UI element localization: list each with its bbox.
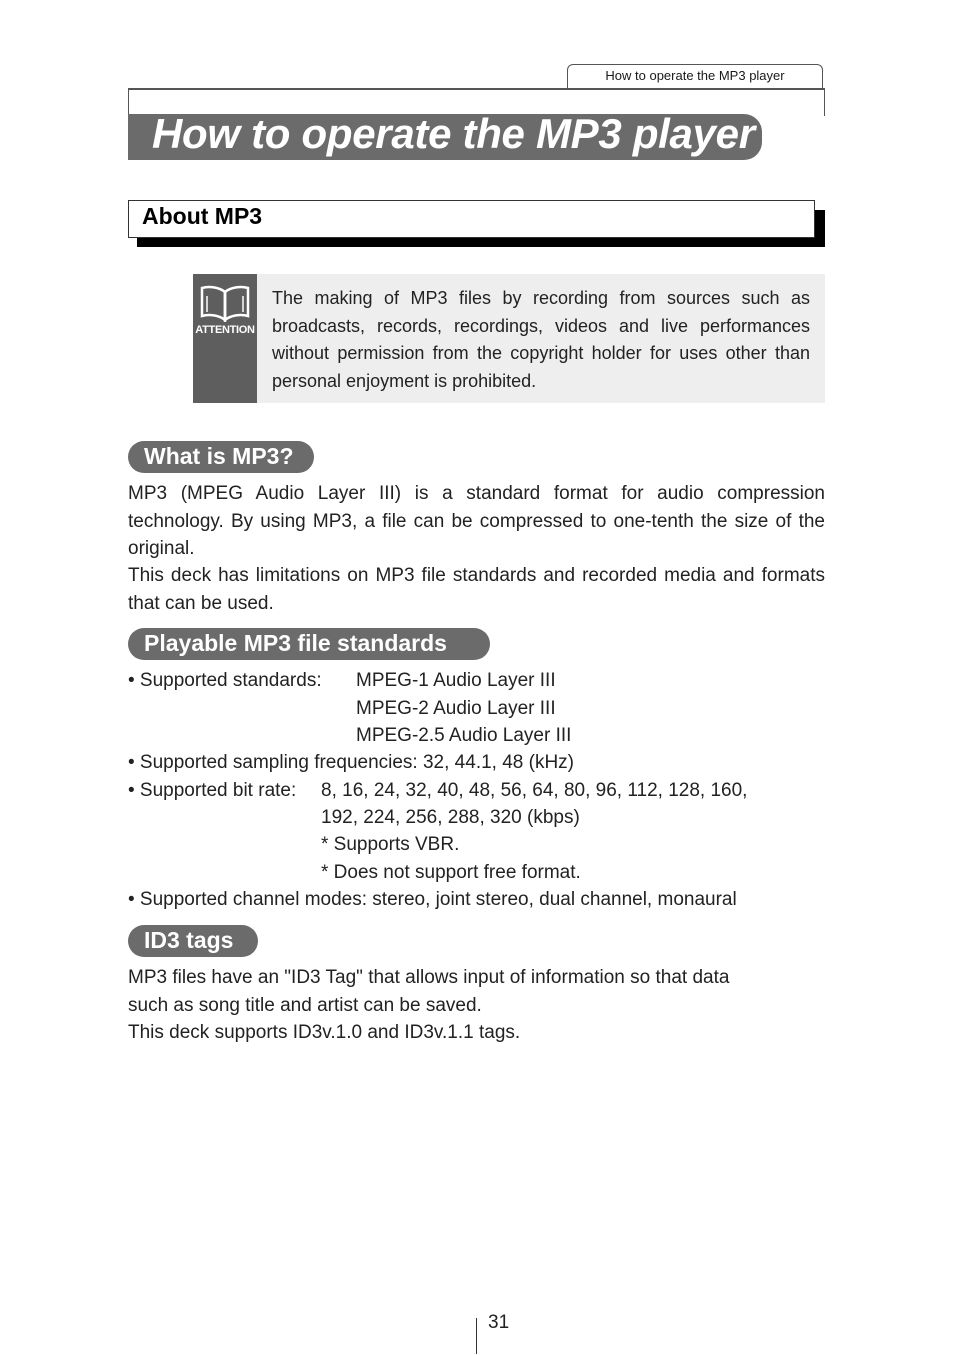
open-book-icon: [199, 284, 251, 322]
what-is-mp3-paragraph-1: MP3 (MPEG Audio Layer III) is a standard format for audio compression technology. By using MP3, a file can be compressed to one-tenth the size of the original.: [128, 483, 825, 559]
what-is-mp3-heading: What is MP3?: [128, 441, 314, 473]
running-header-tab: How to operate the MP3 player: [567, 64, 823, 88]
page-title: How to operate the MP3 player: [152, 110, 755, 157]
channel-modes: • Supported channel modes: stereo, joint stereo, dual channel, monaural: [128, 889, 737, 910]
sampling-frequencies: • Supported sampling frequencies: 32, 44.1, 48 (kHz): [128, 752, 575, 773]
about-heading: About MP3: [142, 203, 263, 229]
standard-item: MPEG-2.5 Audio Layer III: [356, 725, 572, 746]
bitrate-line: 8, 16, 24, 32, 40, 48, 56, 64, 80, 96, 112, 128, 160,: [321, 780, 748, 801]
bitrate-label: • Supported bit rate:: [128, 780, 297, 801]
bitrate-note: * Does not support free format.: [321, 862, 581, 883]
id3-text-line: MP3 files have an "ID3 Tag" that allows input of information so that data: [128, 967, 730, 988]
supported-standards-label: • Supported standards:: [128, 670, 322, 691]
page-number: 31: [488, 1312, 510, 1333]
id3-text-line: such as song title and artist can be saved.: [128, 995, 482, 1016]
header-rule: [128, 88, 825, 90]
attention-label: ATTENTION: [195, 324, 255, 336]
attention-text: The making of MP3 files by recording from sources such as broadcasts, records, recordings, videos and live performances without permission from the copyright holder for uses other than personal enjoyment is prohibited.: [272, 288, 810, 391]
playable-standards-heading: Playable MP3 file standards: [128, 628, 490, 660]
id3-tags-heading: ID3 tags: [128, 925, 258, 957]
page-number-rule: [476, 1318, 477, 1354]
id3-text-line: This deck supports ID3v.1.0 and ID3v.1.1 tags.: [128, 1022, 521, 1043]
bitrate-line: 192, 224, 256, 288, 320 (kbps): [321, 807, 580, 828]
standard-item: MPEG-2 Audio Layer III: [356, 698, 556, 719]
what-is-mp3-paragraph-2: This deck has limitations on MP3 file standards and recorded media and formats that can be used.: [128, 565, 825, 614]
bitrate-note: * Supports VBR.: [321, 834, 460, 855]
standard-item: MPEG-1 Audio Layer III: [356, 670, 556, 691]
